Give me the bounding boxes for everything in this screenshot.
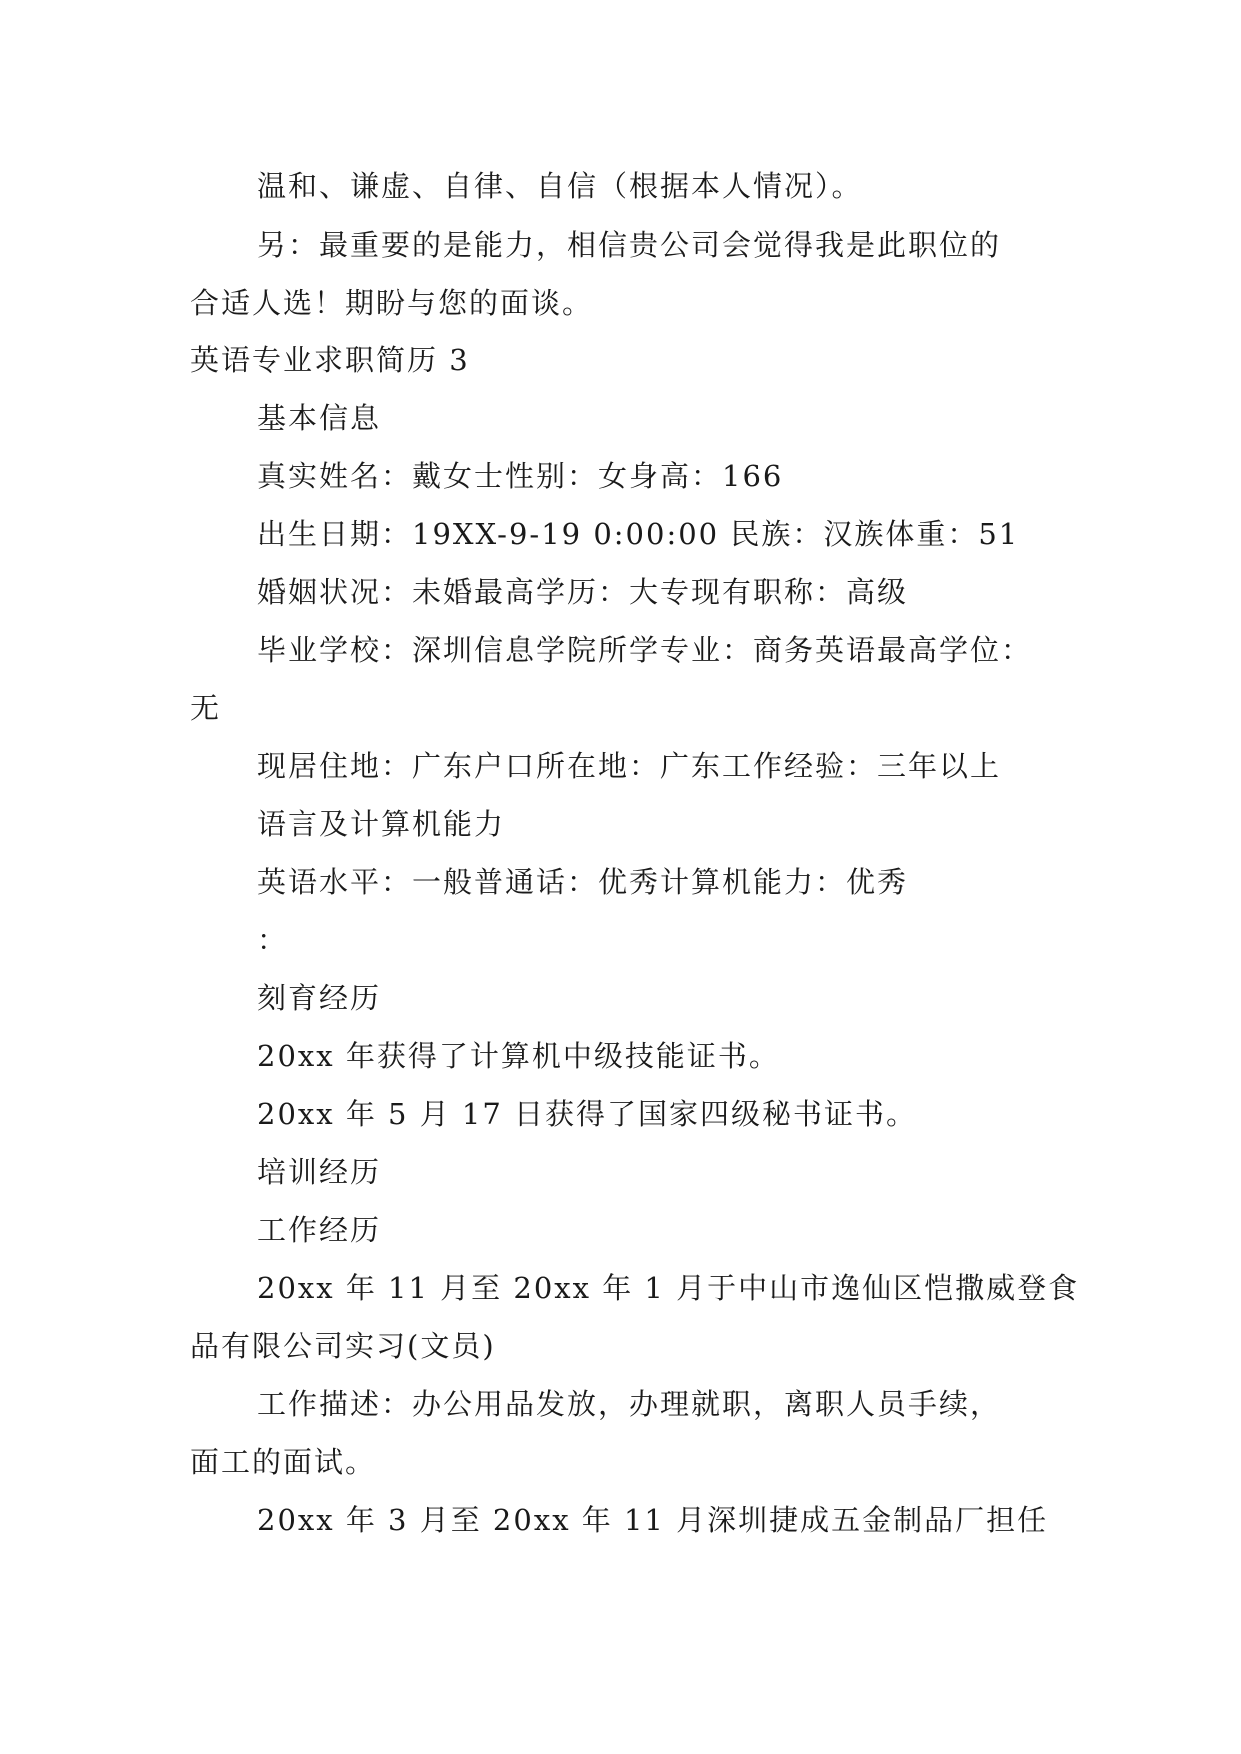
heading-education: 刻育经历 <box>257 981 382 1015</box>
section-title-resume-3: 英语专业求职简历 3 <box>190 343 470 377</box>
heading-training: 培训经历 <box>257 1155 382 1189</box>
heading-work: 工作经历 <box>257 1213 382 1247</box>
work-description-line2: 面工的面试。 <box>190 1445 377 1479</box>
work-description-line1: 工作描述：办公用品发放，办理就职，离职人员手续， <box>257 1387 1002 1421</box>
paragraph-personality: 温和、谦虚、自律、自信（根据本人情况）。 <box>257 169 863 203</box>
info-residence-experience: 现居住地：广东户口所在地：广东工作经验：三年以上 <box>257 749 1002 783</box>
work-item-1-line1: 20xx 年 11 月至 20xx 年 1 月于中山市逸仙区恺撒威登食 <box>257 1271 1080 1305</box>
work-item-2-line1: 20xx 年 3 月至 20xx 年 11 月深圳捷成五金制品厂担任 <box>257 1503 1049 1537</box>
education-item-2: 20xx 年 5 月 17 日获得了国家四级秘书证书。 <box>257 1097 918 1131</box>
paragraph-ability-line2: 合适人选！期盼与您的面谈。 <box>190 286 594 320</box>
paragraph-ability-line1: 另：最重要的是能力，相信贵公司会觉得我是此职位的 <box>257 228 1002 262</box>
heading-language-computer: 语言及计算机能力 <box>257 807 506 841</box>
work-item-1-line2: 品有限公司实习(文员) <box>190 1329 496 1363</box>
stray-colon: ： <box>257 923 289 957</box>
info-name-gender-height: 真实姓名：戴女士性别：女身高：166 <box>257 459 784 493</box>
info-marital-education-title: 婚姻状况：未婚最高学历：大专现有职称：高级 <box>257 575 909 609</box>
heading-basic-info: 基本信息 <box>257 401 382 435</box>
info-school-major-degree: 毕业学校：深圳信息学院所学专业：商务英语最高学位： <box>257 633 1033 667</box>
info-birth-ethnicity-weight: 出生日期：19XX-9-19 0:00:00 民族：汉族体重：51 <box>257 517 1020 551</box>
education-item-1: 20xx 年获得了计算机中级技能证书。 <box>257 1039 780 1073</box>
info-degree-value: 无 <box>190 691 222 725</box>
info-language-levels: 英语水平：一般普通话：优秀计算机能力：优秀 <box>257 865 909 899</box>
